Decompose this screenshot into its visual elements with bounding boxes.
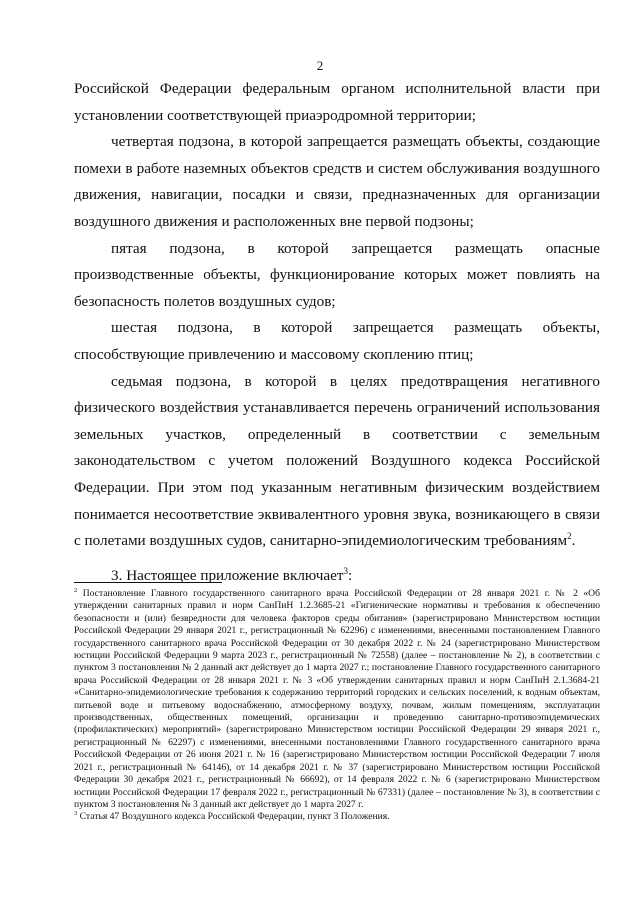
paragraph-tail: . (571, 532, 576, 550)
list-item-tail: : (347, 566, 353, 584)
footnote-reference[interactable]: 2 (567, 531, 572, 542)
paragraph: четвертая подзона, в которой запрещается размещать объекты, создающие помехи в работе наземных объектов средств и систем обслуживания воздушного движения, навигации, посадки и связи, предназначенных для организации воздушного движения и расположенных вне первой подзоны; (74, 133, 600, 230)
footnote-divider (74, 582, 222, 583)
paragraph: шестая подзона, в которой запрещается размещать объекты, способствующие привлечению и массовому скоплению птиц; (74, 319, 600, 363)
footnote (74, 811, 600, 823)
page-number: 2 (316, 58, 324, 73)
footnote-mark: 3 (74, 810, 78, 818)
list-item (74, 563, 600, 590)
list-item-text: 3. Настоящее приложение включает (111, 566, 344, 584)
paragraph: Российской Федерации федеральным органом исполнительной власти при установлении соответствующей приаэродромной территории; (74, 80, 600, 124)
footnote-reference[interactable]: 3 (343, 565, 348, 576)
footnote-text: Постановление Главного государственного санитарного врача Российской Федерации от 28 января 2021 г. № 2 «Об утверждении санитарных правил и норм СанПиН 1.2.3685-21 «Гигиенические нормативы и требования к обеспечению безопасности и (или) безвредности для человека факторов среды обитания» (зарегистрировано Министерством юстиции Российской Федерации 29 января 2021 г., регистрационный № 62296) с изменениями, внесенными постановлением Главного государственного санитарного врача Российской Федерации от 30 декабря 2022 г. № 24 (зарегистрировано Министерством юстиции Российской Федерации 9 марта 2023 г., регистрационный № 72558) (далее – постановление № 2), в соответствии с пунктом 3 постановления № 2 данный акт действует до 1 марта 2027 г.; постановление Главного государственного санитарного врача Российской Федерации от 28 января 2021 г. № 3 «Об утверждении санитарных правил и норм СанПиН 2.1.3684-21 «Санитарно-эпидемиологические требования к содержанию территорий городских и сельских поселений, к водным объектам, питьевой воде и питьевому водоснабжению, атмосферному воздуху, почвам, жилым помещениям, эксплуатации производственных, общественных помещений, организации и проведению санитарно-противоэпидемических (профилактических) мероприятий» (зарегистрировано Министерством юстиции Российской Федерации 29 января 2021 г., регистрационный № 62297) с изменениями, внесенными постановлениями Главного государственного санитарного врача Российской Федерации от 26 июня 2021 г. № 16 (зарегистрировано Министерством юстиции Российской Федерации 7 июля 2021 г., регистрационный № 64146), от 14 декабря 2021 г. № 37 (зарегистрировано Министерством юстиции Российской Федерации 30 декабря 2021 г., регистрационный № 66692), от 14 февраля 2022 г. № 6 (зарегистрировано Министерством юстиции Российской Федерации 17 февраля 2022 г., регистрационный № 67331) (далее – постановление № 3), в соответствии с пунктом 3 постановления № 3 данный акт действует до 1 марта 2027 г. (74, 588, 600, 810)
footnote-text: Статья 47 Воздушного кодекса Российской Федерации, пункт 3 Положения. (79, 811, 390, 823)
footnote (74, 588, 600, 811)
document-body (74, 76, 600, 589)
paragraph-text: седьмая подзона, в которой в целях предотвращения негативного физического воздействия устанавливается перечень ограничений использования земельных участков, определенный в соответствии с земельным законодательством с учетом положений Воздушного кодекса Российской Федерации. При этом под указанным негативным физическим воздействием понимается несоответствие эквивалентного уровня звука, возникающего в связи с полетами воздушных судов, санитарно-эпидемиологическим требованиям (74, 372, 600, 550)
paragraph (74, 369, 600, 555)
footnote-mark: 2 (74, 586, 78, 594)
footnotes (74, 588, 600, 824)
paragraph: пятая подзона, в которой запрещается размещать опасные производственные объекты, функционирование которых может повлиять на безопасность полетов воздушных судов; (74, 239, 600, 310)
